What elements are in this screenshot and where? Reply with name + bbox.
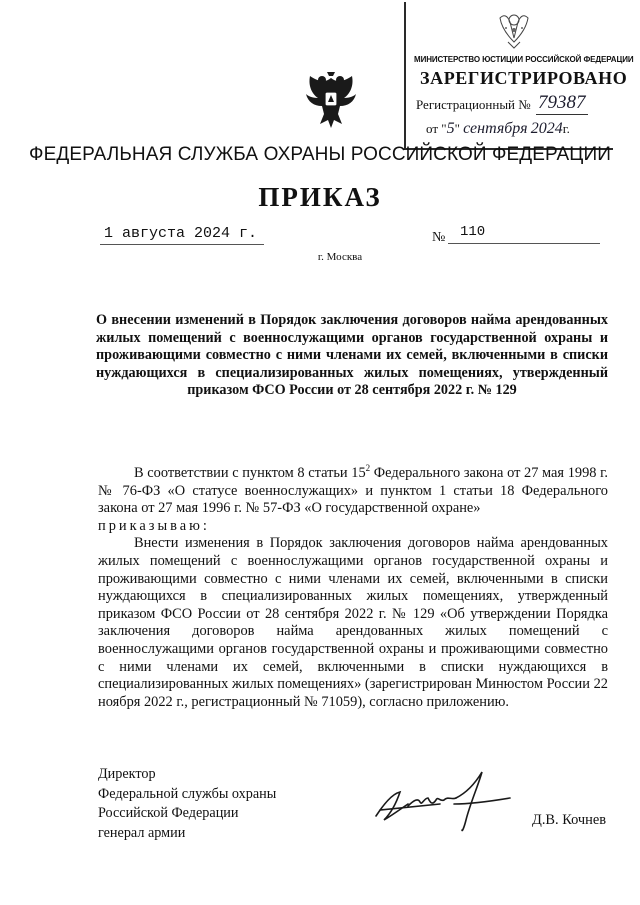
order-date: 1 августа 2024 г. (100, 225, 264, 245)
signer-position: Директор Федеральной службы охраны Российской Федерации генерал армии (98, 766, 277, 841)
signer-name: Д.В. Кочнев (532, 812, 607, 828)
coat-of-arms-icon (302, 68, 360, 132)
stamp-status: ЗАРЕГИСТРИРОВАНО (420, 68, 628, 88)
order-heading: О внесении изменений в Порядок заключения договоров найма арендованных жилых помещений с военнослужащими органов государственной охраны и проживающими совместно с ними членами их семей, включенными в списки нуждающихся в специализированных жилых помещениях, утвержденный приказом ФСО России от 28 сентября 2022 г. № 129 (96, 312, 608, 398)
paragraph-basis (98, 465, 608, 518)
order-number: 110 (448, 224, 600, 244)
stamp-date-prefix: от (426, 121, 439, 136)
basis-text-b: Федерального закона от 27 мая 1998 г. № 76-ФЗ «О статусе военнослужащих» и пунктом 1 статьи 18 Федерального закона от 27 мая 1996 г. № 57-ФЗ «О государственной охране» (98, 465, 608, 517)
stamp-reg-line (416, 97, 531, 113)
stamp-coat-of-arms-icon (496, 8, 532, 50)
stamp-date-line: от "5" сентября 2024г. (426, 120, 570, 137)
document-type: ПРИКАЗ (258, 182, 382, 212)
number-sign: № (432, 230, 446, 245)
city: г. Москва (317, 251, 363, 263)
order-body (98, 465, 608, 711)
stamp-month: сентября (463, 120, 528, 137)
stamp-year-suffix: г. (562, 121, 570, 136)
basis-superscript: 2 (365, 463, 371, 474)
paragraph-order: Внести изменения в Порядок заключения договоров найма арендованных жилых помещений с военнослужащими органов государственной охраны и проживающими совместно с ними членами их семей, включенными в списки нуждающихся в специализированных жилых помещениях, утвержденный приказом ФСО России от 28 сентября 2022 г. № 129 «Об утверждении Порядка заключения договоров найма арендованных жилых помещений с военнослужащими органов государственной охраны и проживающими совместно с ними членами их семей, включенными в списки нуждающихся в специализированных жилых помещениях» (зарегистрирован Минюстом России 22 ноября 2022 г., регистрационный № 71059), согласно приложению. (98, 535, 608, 710)
stamp-reg-number: 79387 (538, 92, 586, 113)
stamp-day: 5 (446, 120, 455, 137)
service-name: ФЕДЕРАЛЬНАЯ СЛУЖБА ОХРАНЫ РОССИЙСКОЙ ФЕДЕРАЦИИ (29, 144, 611, 165)
basis-text-a: В соответствии с пунктом 8 статьи 15 (134, 465, 366, 481)
stamp-reg-label: Регистрационный № (416, 97, 531, 112)
stamp-year: 2024 (530, 120, 563, 137)
stamp-ministry: МИНИСТЕРСТВО ЮСТИЦИИ РОССИЙСКОЙ ФЕДЕРАЦИИ (414, 55, 634, 64)
order-word: приказываю: (98, 517, 210, 534)
handwritten-signature (370, 764, 520, 834)
registration-stamp (404, 2, 634, 150)
